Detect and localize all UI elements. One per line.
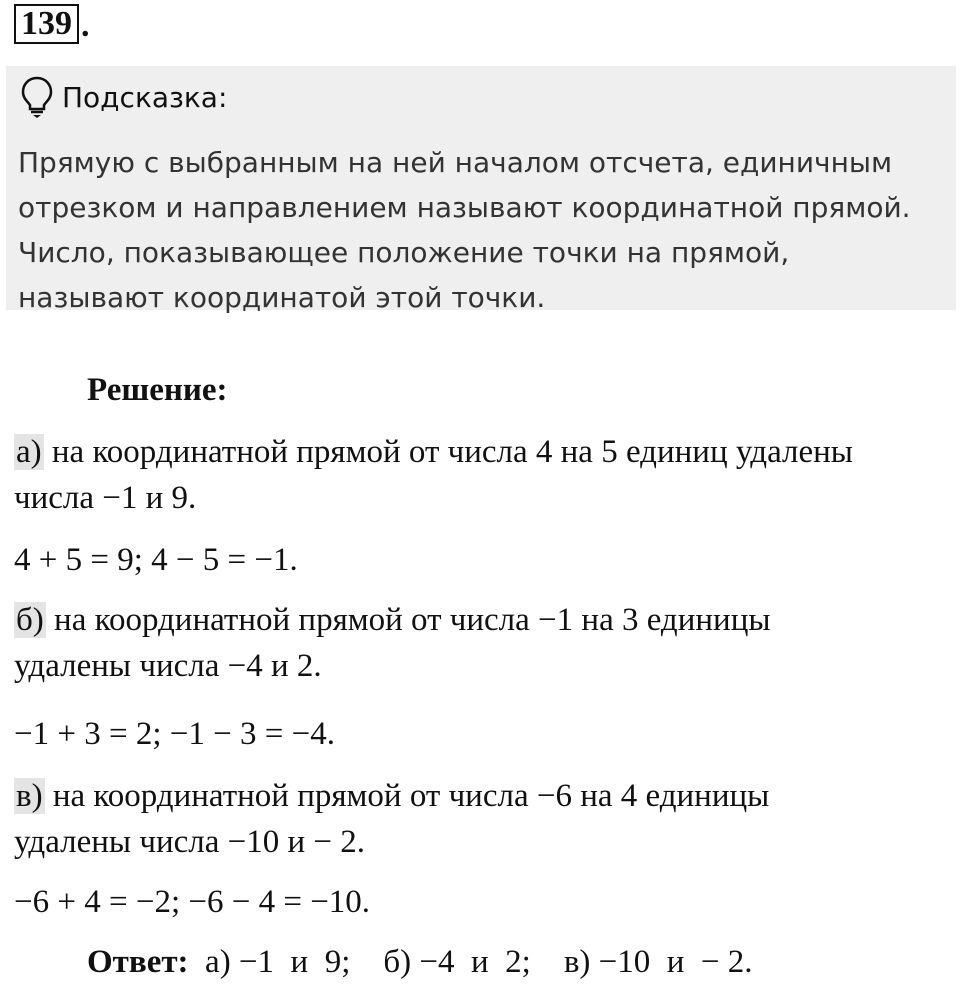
lightbulb-icon (20, 75, 54, 119)
answer-text: а) −1 и 9; б) −4 и 2; в) −10 и − 2. (188, 944, 753, 980)
hint-header (20, 72, 227, 122)
item-a-label: а) (16, 434, 42, 470)
answer-line (87, 944, 753, 981)
item-b-line1 (14, 602, 771, 639)
item-c-text: на координатной прямой от числа −6 на 4 единицы (44, 778, 770, 814)
item-c-line2: удалены числа −10 и − 2. (14, 824, 365, 860)
hint-line: Число, показывающее положение точки на прямой, (18, 236, 790, 269)
answer-label: Ответ: (87, 944, 189, 980)
solution-title: Решение: (87, 372, 228, 408)
item-c-formula: −6 + 4 = −2; −6 − 4 = −10. (14, 884, 371, 920)
hint-line: отрезком и направлением называют координатной прямой. (18, 191, 911, 224)
hint-line: Прямую с выбранным на ней началом отсчета, единичным (18, 146, 893, 179)
item-b-label: б) (16, 602, 44, 638)
item-b-formula: −1 + 3 = 2; −1 − 3 = −4. (14, 716, 335, 752)
hint-title: Подсказка: (62, 80, 228, 114)
hint-panel (6, 66, 956, 314)
problem-number (14, 4, 90, 44)
problem-number-box: 139 (14, 4, 79, 44)
item-a-formula: 4 + 5 = 9; 4 − 5 = −1. (14, 542, 298, 578)
hint-text (18, 140, 946, 320)
item-b-line2: удалены числа −4 и 2. (14, 648, 322, 684)
item-a-line2: числа −1 и 9. (14, 480, 197, 516)
problem-number-dot: . (81, 7, 90, 44)
hint-line: называют координатой этой точки. (18, 281, 546, 314)
item-c-label: в) (16, 778, 43, 814)
item-a-line1 (14, 434, 853, 471)
item-b-text: на координатной прямой от числа −1 на 3 единицы (45, 602, 771, 638)
item-a-text: на координатной прямой от числа 4 на 5 единиц удалены (43, 434, 853, 470)
item-c-line1 (14, 778, 769, 815)
